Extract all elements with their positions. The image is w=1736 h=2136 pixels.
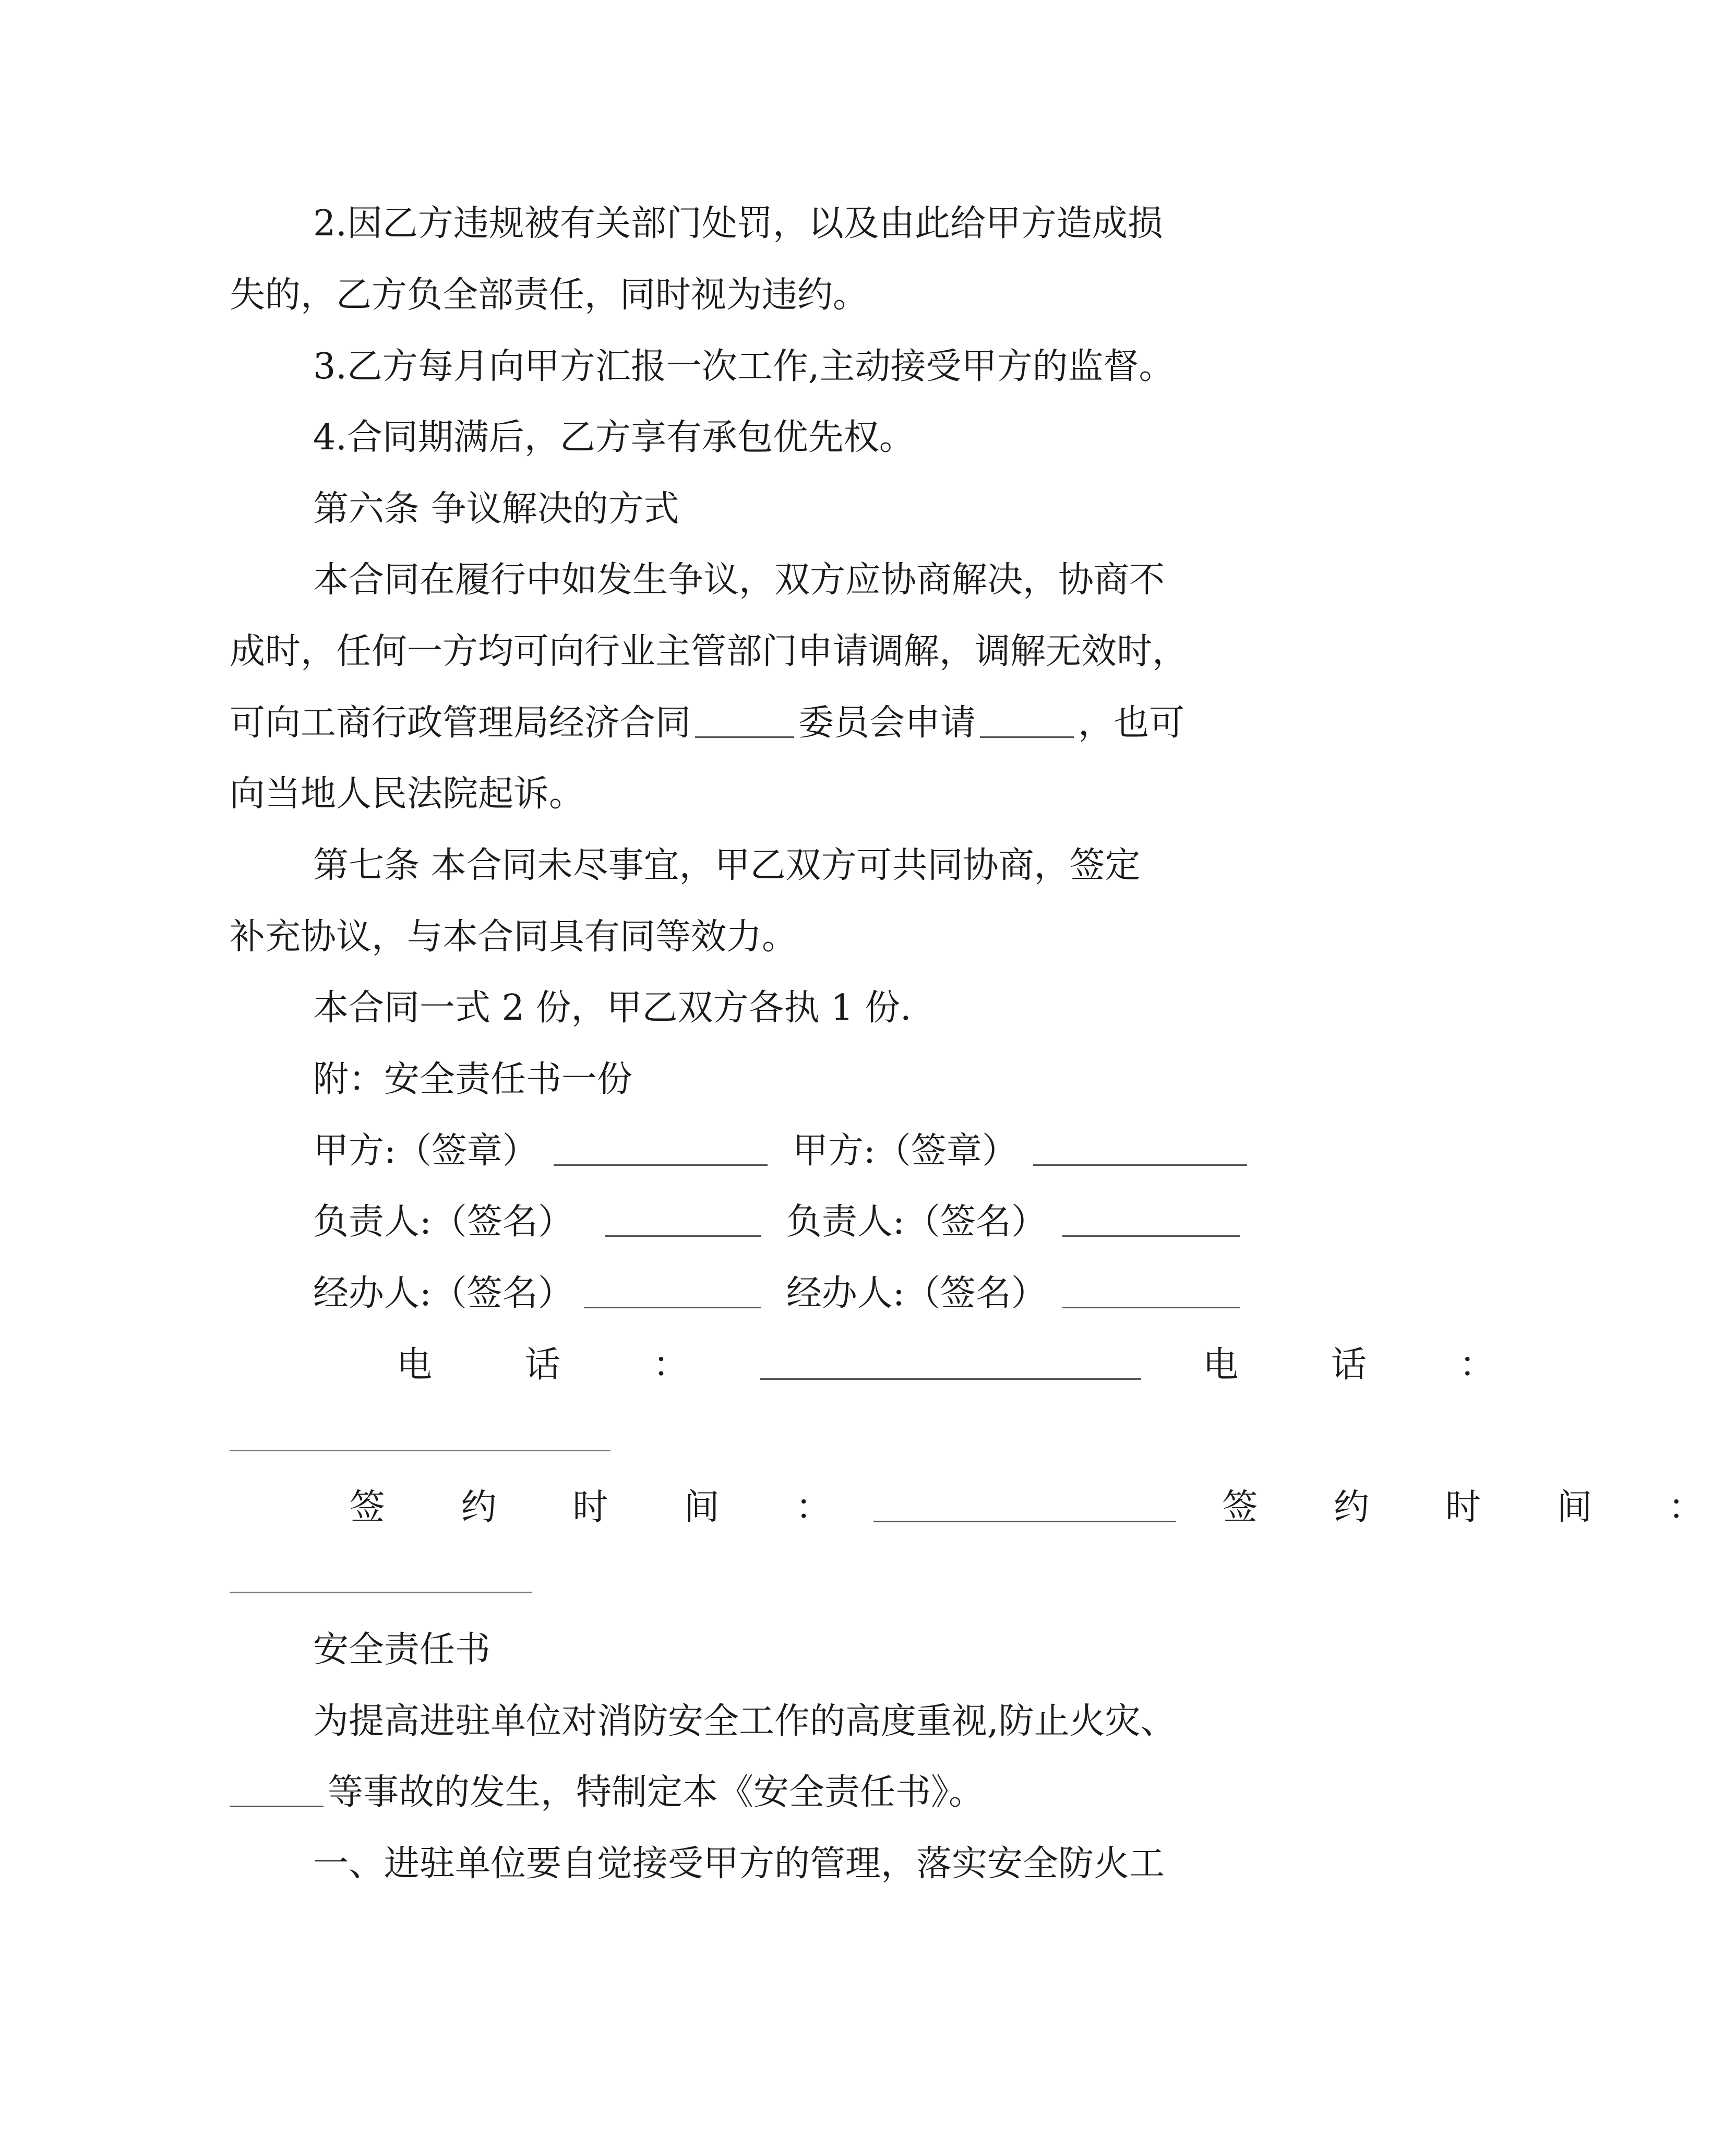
arbitration-blank-1[interactable]: [695, 731, 794, 738]
leader-b-sign-field[interactable]: [1062, 1230, 1240, 1237]
agent-b-sign-field[interactable]: [1062, 1302, 1240, 1308]
safety-title: 安全责任书: [313, 1629, 491, 1670]
safety-para-1-line-1: 为提高进驻单位对消防安全工作的高度重视,防止火灾、: [313, 1701, 1176, 1742]
leader-a-sign-field[interactable]: [605, 1230, 761, 1237]
copies-statement: 本合同一式 2 份，甲乙双方各执 1 份.: [313, 987, 912, 1029]
safety-para-2: 一、进驻单位要自觉接受甲方的管理，落实安全防火工: [313, 1843, 1165, 1884]
article-6-para-line-1: 本合同在履行中如发生争议，双方应协商解决，协商不: [313, 559, 1165, 601]
article-6-para-line-4: 向当地人民法院起诉。: [230, 773, 585, 815]
party-b-seal-field[interactable]: [1033, 1159, 1247, 1166]
signature-row-party: [313, 1130, 1251, 1172]
signature-row-date: [350, 1487, 1736, 1528]
date-b-label: 签 约 时 间 ：: [1222, 1487, 1736, 1528]
date-a-field[interactable]: [873, 1516, 1176, 1522]
agent-a-label: 经办人:（签名）: [313, 1273, 573, 1314]
clause-4: 4.合同期满后，乙方享有承包优先权。: [313, 417, 915, 458]
signature-row-leader: [313, 1201, 1244, 1243]
article-7-line-2: 补充协议，与本合同具有同等效力。: [230, 916, 798, 958]
party-a-seal-field[interactable]: [554, 1159, 768, 1166]
agent-b-label: 经办人:（签名）: [786, 1273, 1047, 1314]
safety-para-1-line-2: 等事故的发生，特制定本《安全责任书》。: [230, 1775, 984, 1810]
agent-a-sign-field[interactable]: [584, 1302, 761, 1308]
article-6-para-line-3: 可向工商行政管理局经济合同 委员会申请 ，也可: [230, 702, 1185, 744]
clause-2-line-1: 2.因乙方违规被有关部门处罚，以及由此给甲方造成损: [313, 203, 1163, 244]
article-6-title: 第六条 争议解决的方式: [313, 488, 679, 530]
date-b-field[interactable]: [230, 1592, 532, 1593]
phone-a-field[interactable]: [760, 1373, 1141, 1380]
attachment-note: 附：安全责任书一份: [313, 1059, 633, 1100]
arbitration-blank-2[interactable]: [980, 731, 1074, 738]
article-6-para-line-2: 成时，任何一方均可向行业主管部门申请调解，调解无效时，: [230, 631, 1188, 672]
date-a-label: 签 约 时 间 ：: [350, 1487, 864, 1528]
signature-row-phone: [397, 1344, 1536, 1386]
clause-2-line-2: 失的，乙方负全部责任，同时视为违约。: [230, 275, 869, 316]
leader-a-label: 负责人:（签名）: [313, 1201, 573, 1243]
party-a-label: 甲方:（签章）: [313, 1130, 538, 1172]
party-b-label: 甲方:（签章）: [792, 1130, 1017, 1172]
phone-b-label: 电 话 ：: [1203, 1344, 1536, 1386]
hazard-blank[interactable]: [230, 1800, 324, 1807]
article-7-line-1: 第七条 本合同未尽事宜，甲乙双方可共同协商，签定: [313, 845, 1141, 886]
phone-a-label: 电 话 ：: [397, 1344, 729, 1386]
clause-3: 3.乙方每月向甲方汇报一次工作,主动接受甲方的监督。: [313, 346, 1175, 387]
phone-b-field[interactable]: [230, 1450, 610, 1451]
signature-row-agent: [313, 1273, 1244, 1314]
leader-b-label: 负责人:（签名）: [786, 1201, 1047, 1243]
